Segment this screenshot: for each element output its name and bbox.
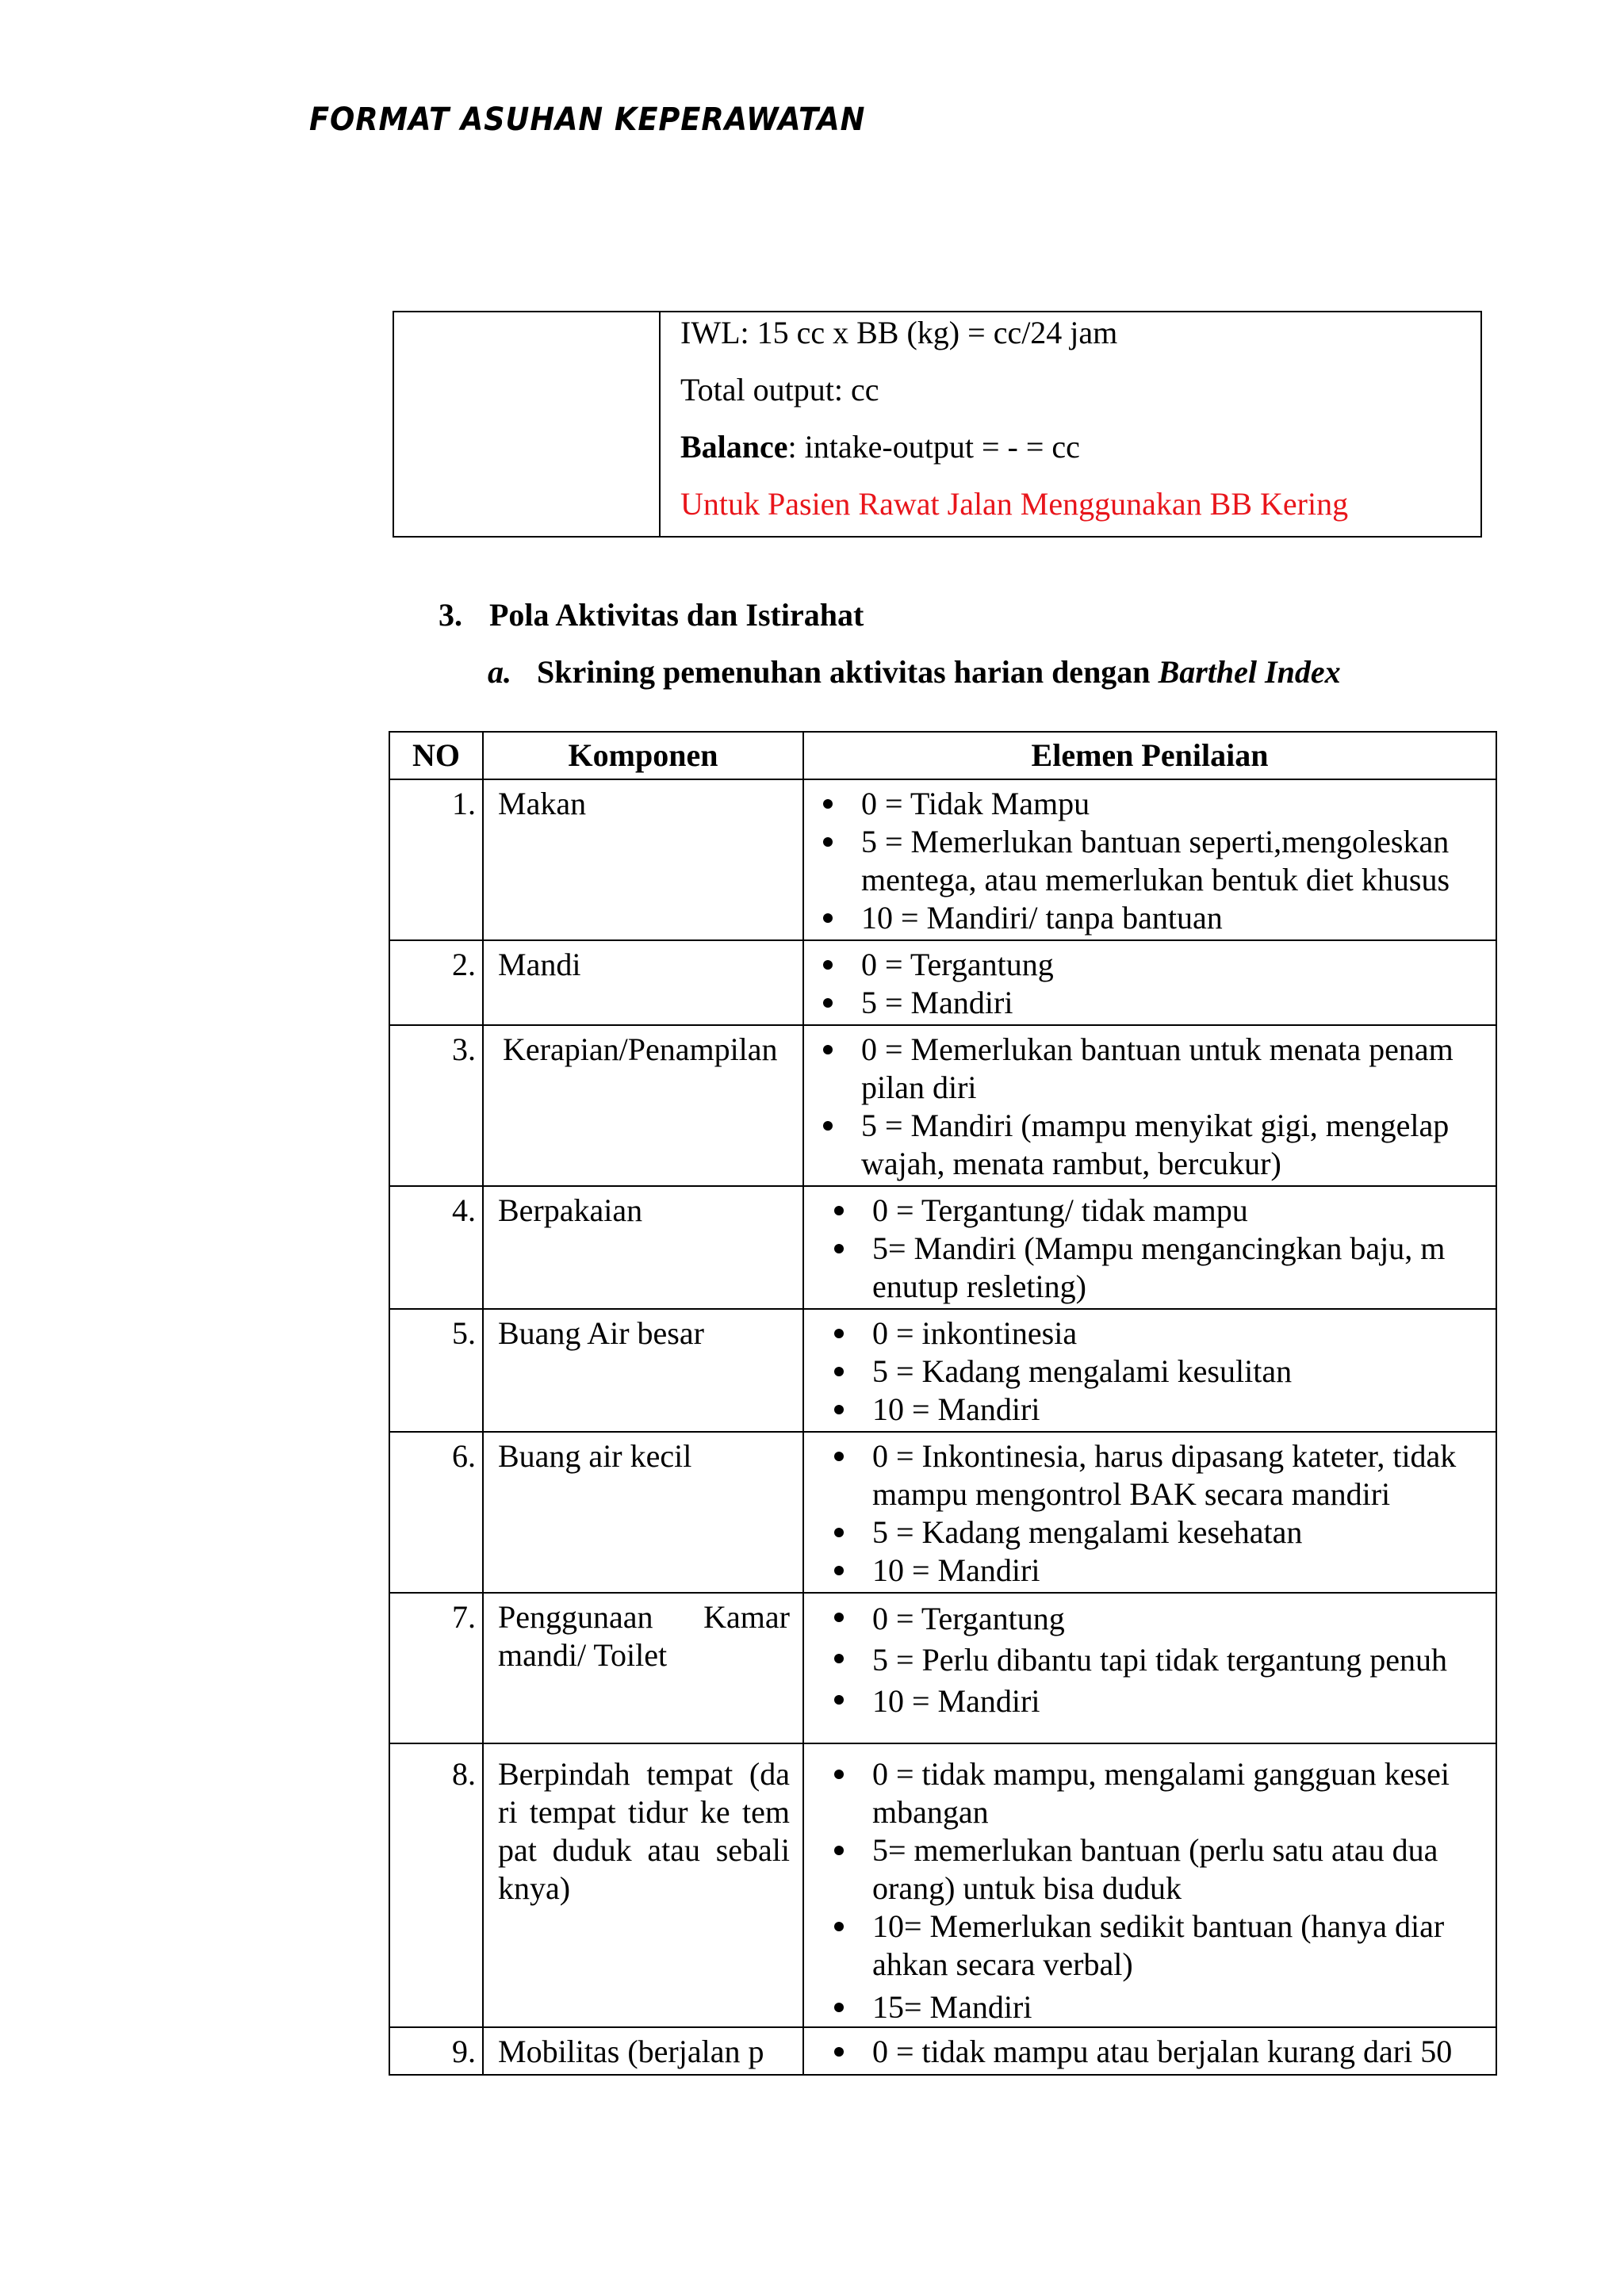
list-item: 0 = tidak mampu atau berjalan kurang dari 50 xyxy=(812,2033,1488,2071)
list-item: 10 = Mandiri xyxy=(812,1391,1488,1429)
list-item: 5 = Perlu dibantu tapi tidak tergantung penuh xyxy=(812,1640,1488,1681)
document-header-title: FORMAT ASUHAN KEPERAWATAN xyxy=(309,101,866,138)
list-item: 5 = Mandiri xyxy=(812,984,1488,1022)
subsection-heading xyxy=(488,653,1341,691)
row-elemen xyxy=(803,2027,1496,2075)
row-number: 3. xyxy=(389,1025,483,1186)
list-item: 0 = inkontinesia xyxy=(812,1314,1488,1353)
table-row xyxy=(389,1593,1496,1743)
row-number: 5. xyxy=(389,1309,483,1432)
list-item: 5 = Mandiri (mampu menyikat gigi, mengelap wajah, menata rambut, bercukur) xyxy=(812,1107,1488,1183)
row-elemen xyxy=(803,1432,1496,1593)
row-komponen: Mandi xyxy=(483,940,803,1025)
row-komponen: Berpakaian xyxy=(483,1186,803,1309)
row-komponen: Buang Air besar xyxy=(483,1309,803,1432)
list-item: 0 = Tidak Mampu xyxy=(812,785,1488,823)
row-komponen: Berpindah tempat (da ri tempat tidur ke tem pat duduk atau sebali knya) xyxy=(483,1743,803,2027)
row-number: 4. xyxy=(389,1186,483,1309)
iwl-line: IWL: 15 cc x BB (kg) = cc/24 jam xyxy=(680,315,1118,350)
row-number: 8. xyxy=(389,1743,483,2027)
row-elemen xyxy=(803,1186,1496,1309)
list-item: 0 = Tergantung xyxy=(812,1598,1488,1640)
fluid-balance-content xyxy=(680,309,1348,538)
list-item: 10= Memerlukan sedikit bantuan (hanya diar ahkan secara verbal) xyxy=(812,1908,1488,1984)
list-item: 5= memerlukan bantuan (perlu satu atau dua orang) untuk bisa duduk xyxy=(812,1831,1488,1908)
row-komponen: Buang air kecil xyxy=(483,1432,803,1593)
balance-line xyxy=(680,423,1348,480)
row-komponen: Penggunaan Kamar mandi/ Toilet xyxy=(483,1593,803,1743)
table-row xyxy=(389,1432,1496,1593)
total-output-line: Total output: cc xyxy=(680,372,879,408)
list-item: 0 = Tergantung xyxy=(812,946,1488,984)
table-row xyxy=(389,1309,1496,1432)
row-elemen xyxy=(803,1743,1496,2027)
section-title: Pola Aktivitas dan Istirahat xyxy=(489,597,864,633)
row-elemen xyxy=(803,1309,1496,1432)
table-row xyxy=(389,940,1496,1025)
table-row xyxy=(389,1186,1496,1309)
table-row xyxy=(389,1025,1496,1186)
list-item: 10 = Mandiri xyxy=(812,1681,1488,1722)
list-item: 5 = Kadang mengalami kesulitan xyxy=(812,1353,1488,1391)
row-elemen xyxy=(803,940,1496,1025)
row-number: 2. xyxy=(389,940,483,1025)
list-item: 5 = Memerlukan bantuan seperti,mengoleskan mentega, atau memerlukan bentuk diet khusus xyxy=(812,823,1488,899)
subsection-title: Skrining pemenuhan aktivitas harian dengan xyxy=(537,654,1159,690)
row-elemen xyxy=(803,779,1496,940)
list-item: 5= Mandiri (Mampu mengancingkan baju, m enutup resleting) xyxy=(812,1230,1488,1306)
header-elemen: Elemen Penilaian xyxy=(803,732,1496,779)
row-elemen xyxy=(803,1025,1496,1186)
balance-formula: : intake-output = - = cc xyxy=(787,429,1080,465)
row-komponen: Mobilitas (berjalan p xyxy=(483,2027,803,2075)
outpatient-note: Untuk Pasien Rawat Jalan Menggunakan BB Kering xyxy=(680,486,1349,522)
row-number: 6. xyxy=(389,1432,483,1593)
row-elemen xyxy=(803,1593,1496,1743)
barthel-index-table xyxy=(389,731,1497,2076)
balance-label: Balance xyxy=(680,429,788,465)
table-header-row xyxy=(389,732,1496,779)
fluid-table-left-cell xyxy=(393,312,660,537)
list-item: 0 = tidak mampu, mengalami gangguan kesei mbangan xyxy=(812,1755,1488,1831)
list-item: 15= Mandiri xyxy=(812,1988,1488,2026)
row-number: 1. xyxy=(389,779,483,940)
header-no: NO xyxy=(389,732,483,779)
list-item: 10 = Mandiri xyxy=(812,1552,1488,1590)
row-komponen: Makan xyxy=(483,779,803,940)
list-item: 5 = Kadang mengalami kesehatan xyxy=(812,1513,1488,1552)
header-komponen: Komponen xyxy=(483,732,803,779)
list-item: 0 = Tergantung/ tidak mampu xyxy=(812,1192,1488,1230)
row-number: 7. xyxy=(389,1593,483,1743)
table-row xyxy=(389,779,1496,940)
table-row xyxy=(389,1743,1496,2027)
list-item: 10 = Mandiri/ tanpa bantuan xyxy=(812,899,1488,937)
section-number: 3. xyxy=(439,597,462,633)
subsection-letter: a. xyxy=(488,654,511,690)
row-number: 9. xyxy=(389,2027,483,2075)
list-item: 0 = Inkontinesia, harus dipasang kateter, tidak mampu mengontrol BAK secara mandiri xyxy=(812,1437,1488,1513)
list-item: 0 = Memerlukan bantuan untuk menata penam pilan diri xyxy=(812,1031,1488,1107)
table-row xyxy=(389,2027,1496,2075)
subsection-title-italic: Barthel Index xyxy=(1158,654,1341,690)
row-komponen: Kerapian/Penampilan xyxy=(483,1025,803,1186)
section-heading xyxy=(439,596,864,633)
